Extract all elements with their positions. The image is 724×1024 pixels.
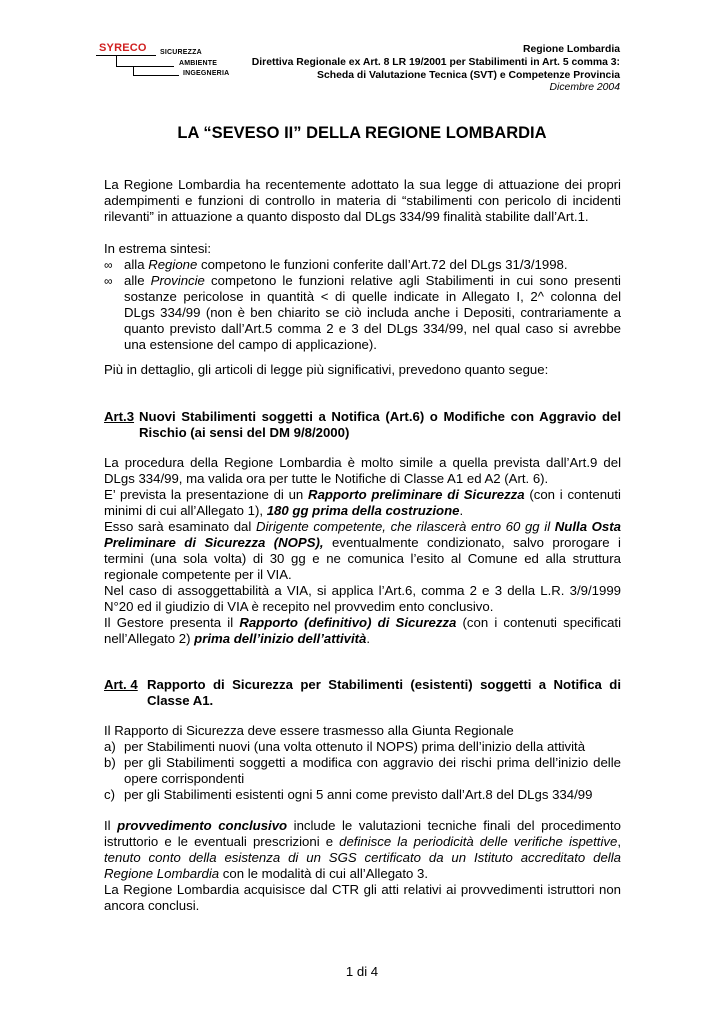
- intro-line-2: adempimenti e funzioni di controllo in materia di “stabilimenti con pericolo di incidenti: [104, 193, 621, 208]
- art3-line-5: Esso sarà esaminato dal Dirigente competente, che rilascerà entro 60 gg il Nulla Osta: [104, 519, 621, 534]
- bullet-icon: ∞: [104, 258, 113, 272]
- art4-para-line-1: Il provvedimento conclusivo include le valutazioni tecniche finali del procedimento: [104, 818, 621, 833]
- logo-line-3: INGEGNERIA: [183, 70, 230, 77]
- bullet-regione: alla Regione competono le funzioni conferite dall’Art.72 del DLgs 31/3/1998.: [124, 257, 568, 272]
- list-label-c: c): [104, 787, 115, 802]
- company-logo: [96, 40, 236, 82]
- summary-lead: In estrema sintesi:: [104, 241, 212, 256]
- bullet-provincie-line-5: una estensione del campo di applicazione).: [124, 337, 377, 352]
- art3-line-7: termini (una sola volta) di 30 gg e ne comunica l’esito al Comune ed alla struttura: [104, 551, 621, 566]
- art3-line-2: DLgs 334/99, ma valida ora per tutte le Notifiche di Classe A1 ed A2 (Art. 6).: [104, 471, 549, 486]
- art4-para-line-3: tenuto conto della esistenza di un SGS certificato da un Istituto accreditato della: [104, 850, 621, 865]
- list-label-b: b): [104, 755, 116, 770]
- art4-item-a: per Stabilimenti nuovi (una volta ottenuto il NOPS) prima dell’inizio della attività: [124, 739, 586, 754]
- details-lead: Più in dettaglio, gli articoli di legge più significativi, prevedono quanto segue:: [104, 362, 549, 377]
- intro-line-3: rilevanti” in attuazione a quanto disposto dal DLgs 334/99 finalità stabilite dall’Art.1.: [104, 209, 589, 224]
- art4-item-c: per gli Stabilimenti esistenti ogni 5 anni come previsto dall’Art.8 del DLgs 334/99: [124, 787, 593, 802]
- art3-line-3: E’ prevista la presentazione di un Rapporto preliminare di Sicurezza (con i contenuti: [104, 487, 621, 502]
- bullet-provincie-line-4: quanto previsto dall’Art.5 comma 2 e 3 del DLgs 334/99, nel qual caso si avrebbe: [124, 321, 621, 336]
- art4-para-line-2: istruttorio e le eventuali prescrizioni e definisce la periodicità delle verifiche ispettive,: [104, 834, 621, 849]
- art4-item-b-line-1: per gli Stabilimenti soggetti a modifica con aggravio dei rischi prima dell’inizio delle: [124, 755, 621, 770]
- art4-lead: Il Rapporto di Sicurezza deve essere trasmesso alla Giunta Regionale: [104, 723, 514, 738]
- art4-label: Art. 4: [104, 677, 138, 692]
- header-region: Regione Lombardia: [523, 44, 620, 55]
- art3-line-9: Nel caso di assoggettabilità a VIA, si applica l’Art.6, comma 2 e 3 della L.R. 3/9/1999: [104, 583, 621, 598]
- art4-item-b-line-2: opere corrispondenti: [124, 771, 245, 786]
- logo-line-1: SICUREZZA: [160, 49, 202, 56]
- art3-line-4: minimi di cui all’Allegato 1), 180 gg prima della costruzione.: [104, 503, 464, 518]
- header-subtitle: Scheda di Valutazione Tecnica (SVT) e Competenze Provincia: [317, 70, 620, 81]
- art3-heading-line-2: Rischio (ai sensi del DM 9/8/2000): [139, 425, 350, 440]
- art3-line-1: La procedura della Regione Lombardia è molto simile a quella prevista dall’Art.9 del: [104, 455, 621, 470]
- art3-line-12: nell’Allegato 2) prima dell’inizio dell’attività.: [104, 631, 371, 646]
- art3-label: Art.3: [104, 409, 135, 424]
- art4-para-line-6: ancora conclusi.: [104, 898, 200, 913]
- bullet-provincie-line-1: alle Provincie competono le funzioni relative agli Stabilimenti in cui sono presenti: [124, 273, 621, 288]
- art3-line-6: Preliminare di Sicurezza (NOPS), eventualmente condizionato, salvo prorogare i: [104, 535, 621, 550]
- logo-line-2: AMBIENTE: [179, 60, 218, 67]
- art3-heading-line-1: Nuovi Stabilimenti soggetti a Notifica (Art.6) o Modifiche con Aggravio del: [139, 409, 621, 424]
- bullet-provincie-line-3: DLgs 334/99 (non è ben chiarito se ciò includa anche i Depositi, contrariamente a: [124, 305, 621, 320]
- art4-para-line-5: La Regione Lombardia acquisisce dal CTR gli atti relativi ai provvedimenti istruttori non: [104, 882, 621, 897]
- logo-name: SYRECO: [99, 42, 147, 54]
- intro-line-1: La Regione Lombardia ha recentemente adottato la sua legge di attuazione dei propri: [104, 177, 621, 192]
- art4-heading-line-2: Classe A1.: [147, 693, 214, 708]
- header-directive: Direttiva Regionale ex Art. 8 LR 19/2001 per Stabilimenti in Art. 5 comma 3:: [251, 57, 620, 68]
- header-date: Dicembre 2004: [549, 82, 620, 93]
- art4-heading-line-1: Rapporto di Sicurezza per Stabilimenti (esistenti) soggetti a Notifica di: [147, 677, 621, 692]
- bullet-icon: ∞: [104, 274, 113, 288]
- art3-line-10: N°20 ed il giudizio di VIA è recepito nel provvedim ento conclusivo.: [104, 599, 494, 614]
- art3-line-11: Il Gestore presenta il Rapporto (definitivo) di Sicurezza (con i contenuti specificati: [104, 615, 622, 630]
- list-label-a: a): [104, 739, 116, 754]
- art3-line-8: regionale competente per il VIA.: [104, 567, 292, 582]
- bullet-provincie-line-2: sostanze pericolose in quantità < di quelle indicate in Allegato I, 2^ colonna del: [124, 289, 621, 304]
- page-title: LA “SEVESO II” DELLA REGIONE LOMBARDIA: [177, 124, 547, 142]
- page-number: 1 di 4: [345, 964, 379, 979]
- art4-para-line-4: Regione Lombardia con le modalità di cui all’Allegato 3.: [104, 866, 429, 881]
